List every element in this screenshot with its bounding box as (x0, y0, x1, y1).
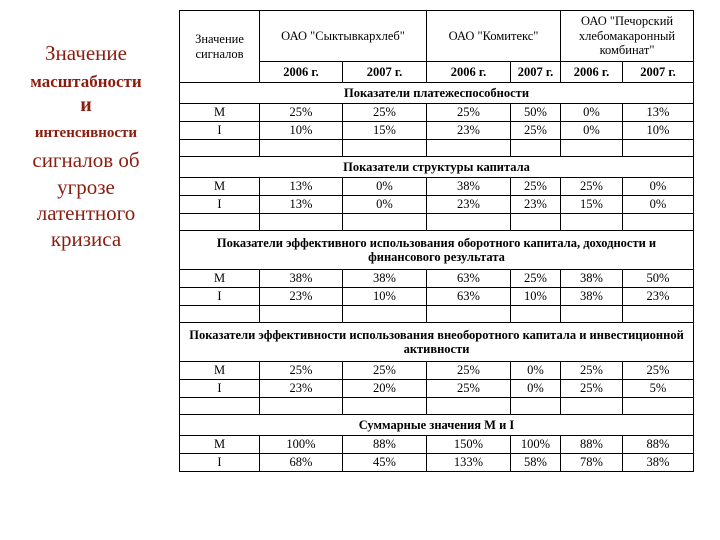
header-row-companies (180, 11, 694, 62)
section-title: Показатели платежеспособности (180, 83, 694, 104)
title-line-2: масштабности (30, 72, 142, 92)
value-cell: 88% (343, 436, 427, 454)
value-cell: 0% (561, 122, 623, 140)
title-line-7: латентного (36, 200, 136, 225)
value-cell: 25% (343, 362, 427, 380)
company-header: ОАО "Комитекс" (427, 11, 561, 62)
spacer-cell (343, 398, 427, 415)
spacer-cell (180, 140, 260, 157)
spacer-cell (260, 140, 343, 157)
value-cell: 25% (427, 104, 511, 122)
value-cell: 150% (427, 436, 511, 454)
year-header: 2006 г. (260, 62, 343, 83)
table-row (180, 122, 694, 140)
section-row (180, 231, 694, 270)
value-cell: 0% (561, 104, 623, 122)
spacer-cell (180, 214, 260, 231)
spacer-cell (511, 140, 561, 157)
spacer-cell (561, 140, 623, 157)
section-title: Показатели структуры капитала (180, 157, 694, 178)
value-cell: 88% (623, 436, 694, 454)
value-cell: 38% (260, 270, 343, 288)
value-cell: 10% (343, 288, 427, 306)
value-cell: 100% (511, 436, 561, 454)
spacer-cell (623, 214, 694, 231)
year-header: 2006 г. (427, 62, 511, 83)
title-line-3: и (80, 93, 92, 116)
spacer-row (180, 214, 694, 231)
value-cell: 25% (343, 104, 427, 122)
value-cell: 23% (427, 122, 511, 140)
value-cell: 133% (427, 454, 511, 472)
table-row (180, 288, 694, 306)
spacer-cell (623, 140, 694, 157)
corner-cell: Значение сигналов (180, 11, 260, 83)
value-cell: 15% (343, 122, 427, 140)
row-label: I (180, 380, 260, 398)
spacer-cell (343, 140, 427, 157)
value-cell: 23% (623, 288, 694, 306)
value-cell: 13% (260, 196, 343, 214)
value-cell: 0% (623, 196, 694, 214)
value-cell: 25% (511, 270, 561, 288)
spacer-cell (343, 306, 427, 323)
year-header: 2007 г. (511, 62, 561, 83)
value-cell: 63% (427, 270, 511, 288)
spacer-cell (180, 306, 260, 323)
title-line-4: интенсивности (34, 124, 138, 141)
title-line-6: угрозе (57, 174, 115, 199)
value-cell: 63% (427, 288, 511, 306)
value-cell: 38% (561, 270, 623, 288)
section-row (180, 415, 694, 436)
spacer-cell (561, 214, 623, 231)
value-cell: 23% (427, 196, 511, 214)
section-title: Показатели эффективного использования оборотного капитала, доходности и финансового результата (180, 231, 694, 270)
value-cell: 0% (343, 196, 427, 214)
value-cell: 0% (511, 380, 561, 398)
value-cell: 13% (260, 178, 343, 196)
year-header: 2006 г. (561, 62, 623, 83)
year-header: 2007 г. (623, 62, 694, 83)
table-row (180, 104, 694, 122)
section-row (180, 83, 694, 104)
value-cell: 38% (427, 178, 511, 196)
value-cell: 0% (511, 362, 561, 380)
spacer-cell (561, 306, 623, 323)
value-cell: 10% (623, 122, 694, 140)
value-cell: 78% (561, 454, 623, 472)
spacer-cell (343, 214, 427, 231)
company-header: ОАО "Печорский хлебомакаронный комбинат" (561, 11, 694, 62)
section-row (180, 323, 694, 362)
spacer-cell (427, 306, 511, 323)
value-cell: 38% (561, 288, 623, 306)
spacer-row (180, 140, 694, 157)
value-cell: 25% (260, 362, 343, 380)
value-cell: 23% (511, 196, 561, 214)
value-cell: 10% (260, 122, 343, 140)
value-cell: 50% (511, 104, 561, 122)
value-cell: 100% (260, 436, 343, 454)
table-row (180, 270, 694, 288)
spacer-cell (260, 306, 343, 323)
spacer-cell (427, 398, 511, 415)
row-label: I (180, 122, 260, 140)
title-line-8: кризиса (50, 227, 122, 251)
table-row (180, 178, 694, 196)
spacer-cell (623, 398, 694, 415)
value-cell: 88% (561, 436, 623, 454)
table-row (180, 454, 694, 472)
title-line-5: сигналов об (32, 148, 140, 173)
row-label: М (180, 436, 260, 454)
row-label: М (180, 362, 260, 380)
table-row (180, 196, 694, 214)
table-row (180, 380, 694, 398)
value-cell: 13% (623, 104, 694, 122)
value-cell: 58% (511, 454, 561, 472)
spacer-cell (260, 398, 343, 415)
year-header: 2007 г. (343, 62, 427, 83)
spacer-cell (260, 214, 343, 231)
spacer-cell (427, 140, 511, 157)
section-row (180, 157, 694, 178)
value-cell: 38% (343, 270, 427, 288)
value-cell: 10% (511, 288, 561, 306)
value-cell: 25% (561, 178, 623, 196)
signal-table (179, 10, 694, 472)
value-cell: 25% (260, 104, 343, 122)
spacer-cell (623, 306, 694, 323)
title-line-1: Значение (45, 41, 127, 65)
value-cell: 0% (623, 178, 694, 196)
spacer-row (180, 306, 694, 323)
company-header: ОАО "Сыктывкархлеб" (260, 11, 427, 62)
value-cell: 68% (260, 454, 343, 472)
section-title: Показатели эффективности использования внеоборотного капитала и инвестиционной активности (180, 323, 694, 362)
row-label: М (180, 270, 260, 288)
value-cell: 25% (511, 178, 561, 196)
spacer-row (180, 398, 694, 415)
value-cell: 25% (561, 362, 623, 380)
section-title: Суммарные значения М и I (180, 415, 694, 436)
spacer-cell (511, 214, 561, 231)
row-label: I (180, 288, 260, 306)
value-cell: 0% (343, 178, 427, 196)
value-cell: 25% (427, 380, 511, 398)
value-cell: 45% (343, 454, 427, 472)
value-cell: 25% (511, 122, 561, 140)
spacer-cell (561, 398, 623, 415)
value-cell: 50% (623, 270, 694, 288)
value-cell: 15% (561, 196, 623, 214)
row-label: М (180, 178, 260, 196)
spacer-cell (427, 214, 511, 231)
row-label: I (180, 196, 260, 214)
value-cell: 23% (260, 288, 343, 306)
spacer-cell (511, 398, 561, 415)
value-cell: 23% (260, 380, 343, 398)
row-label: I (180, 454, 260, 472)
row-label: М (180, 104, 260, 122)
value-cell: 25% (427, 362, 511, 380)
value-cell: 25% (623, 362, 694, 380)
spacer-cell (180, 398, 260, 415)
table-row (180, 436, 694, 454)
slide-title (6, 40, 166, 252)
spacer-cell (511, 306, 561, 323)
value-cell: 5% (623, 380, 694, 398)
value-cell: 20% (343, 380, 427, 398)
value-cell: 38% (623, 454, 694, 472)
value-cell: 25% (561, 380, 623, 398)
table-row (180, 362, 694, 380)
